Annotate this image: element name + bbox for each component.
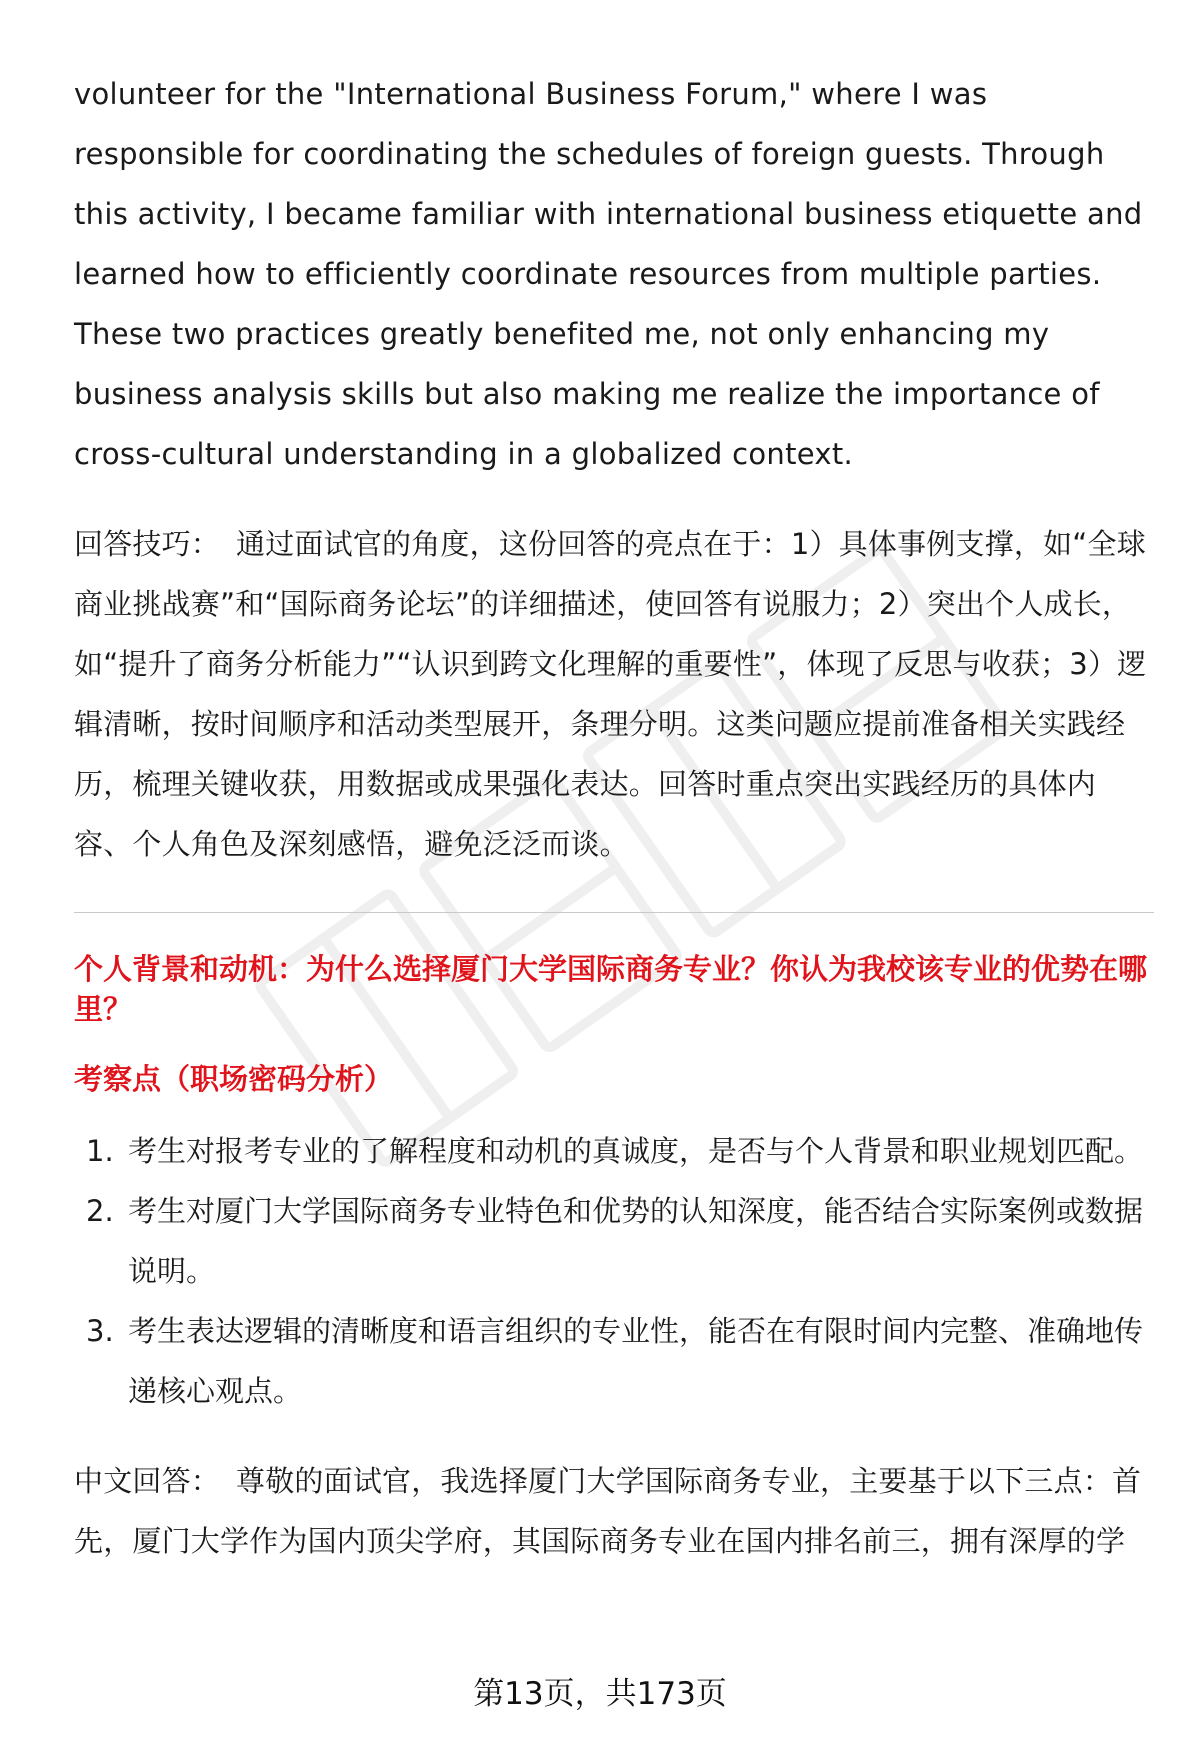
question-title: 个人背景和动机：为什么选择厦门大学国际商务专业？你认为我校该专业的优势在哪里？: [74, 952, 1148, 1026]
list-text: 考生对报考专业的了解程度和动机的真诚度，是否与个人背景和职业规划匹配。: [128, 1134, 1144, 1168]
list-number: 1.: [86, 1134, 114, 1168]
page-number: 第13页，共173页: [473, 1676, 727, 1712]
answer-label: 中文回答：: [74, 1464, 221, 1498]
list-number: 3.: [86, 1314, 114, 1348]
tips-text: 通过面试官的角度，这份回答的亮点在于：1）具体事例支撑，如“全球商业挑战赛”和“国际商务论坛”的详细描述，使回答有说服力；2）突出个人成长，如“提升了商务分析能力”“认识到跨文化理解的重要性”，体现了反思与收获；3）逻辑清晰，按时间顺序和活动类型展开，条理分明。这类问题应提前准备相关实践经历，梳理关键收获，用数据或成果强化表达。回答时重点突出实践经历的具体内容、个人角色及深刻感悟，避免泛泛而谈。: [74, 527, 1147, 861]
list-item: [74, 1121, 1154, 1181]
document-page: [74, 64, 1154, 1571]
section-title: 考察点（职场密码分析）: [74, 1062, 394, 1096]
answer-continuation-paragraph: volunteer for the "International Business Forum," where I was responsible for coordinating the schedules of foreign guests. Through this activity, I became familiar with international business etiquette and learned how to efficiently coordinate resources from multiple parties. These two practices greatly benefited me, not only enhancing my business analysis skills but also making me realize the importance of cross-cultural understanding in a globalized context.: [74, 77, 1143, 471]
list-number: 2.: [86, 1194, 114, 1228]
points-list: [74, 1121, 1154, 1421]
list-text: 考生对厦门大学国际商务专业特色和优势的认知深度，能否结合实际案例或数据说明。: [128, 1194, 1144, 1288]
answer-paragraph: [74, 1451, 1154, 1571]
list-item: [74, 1301, 1154, 1421]
answer-text: 尊敬的面试官，我选择厦门大学国际商务专业，主要基于以下三点：首先，厦门大学作为国内顶尖学府，其国际商务专业在国内排名前三，拥有深厚的学: [74, 1464, 1142, 1558]
list-text: 考生表达逻辑的清晰度和语言组织的专业性，能否在有限时间内完整、准确地传递核心观点。: [128, 1314, 1144, 1408]
section-divider: [74, 912, 1154, 913]
tips-label: 回答技巧：: [74, 527, 221, 561]
tips-paragraph: [74, 514, 1154, 874]
list-item: [74, 1181, 1154, 1301]
